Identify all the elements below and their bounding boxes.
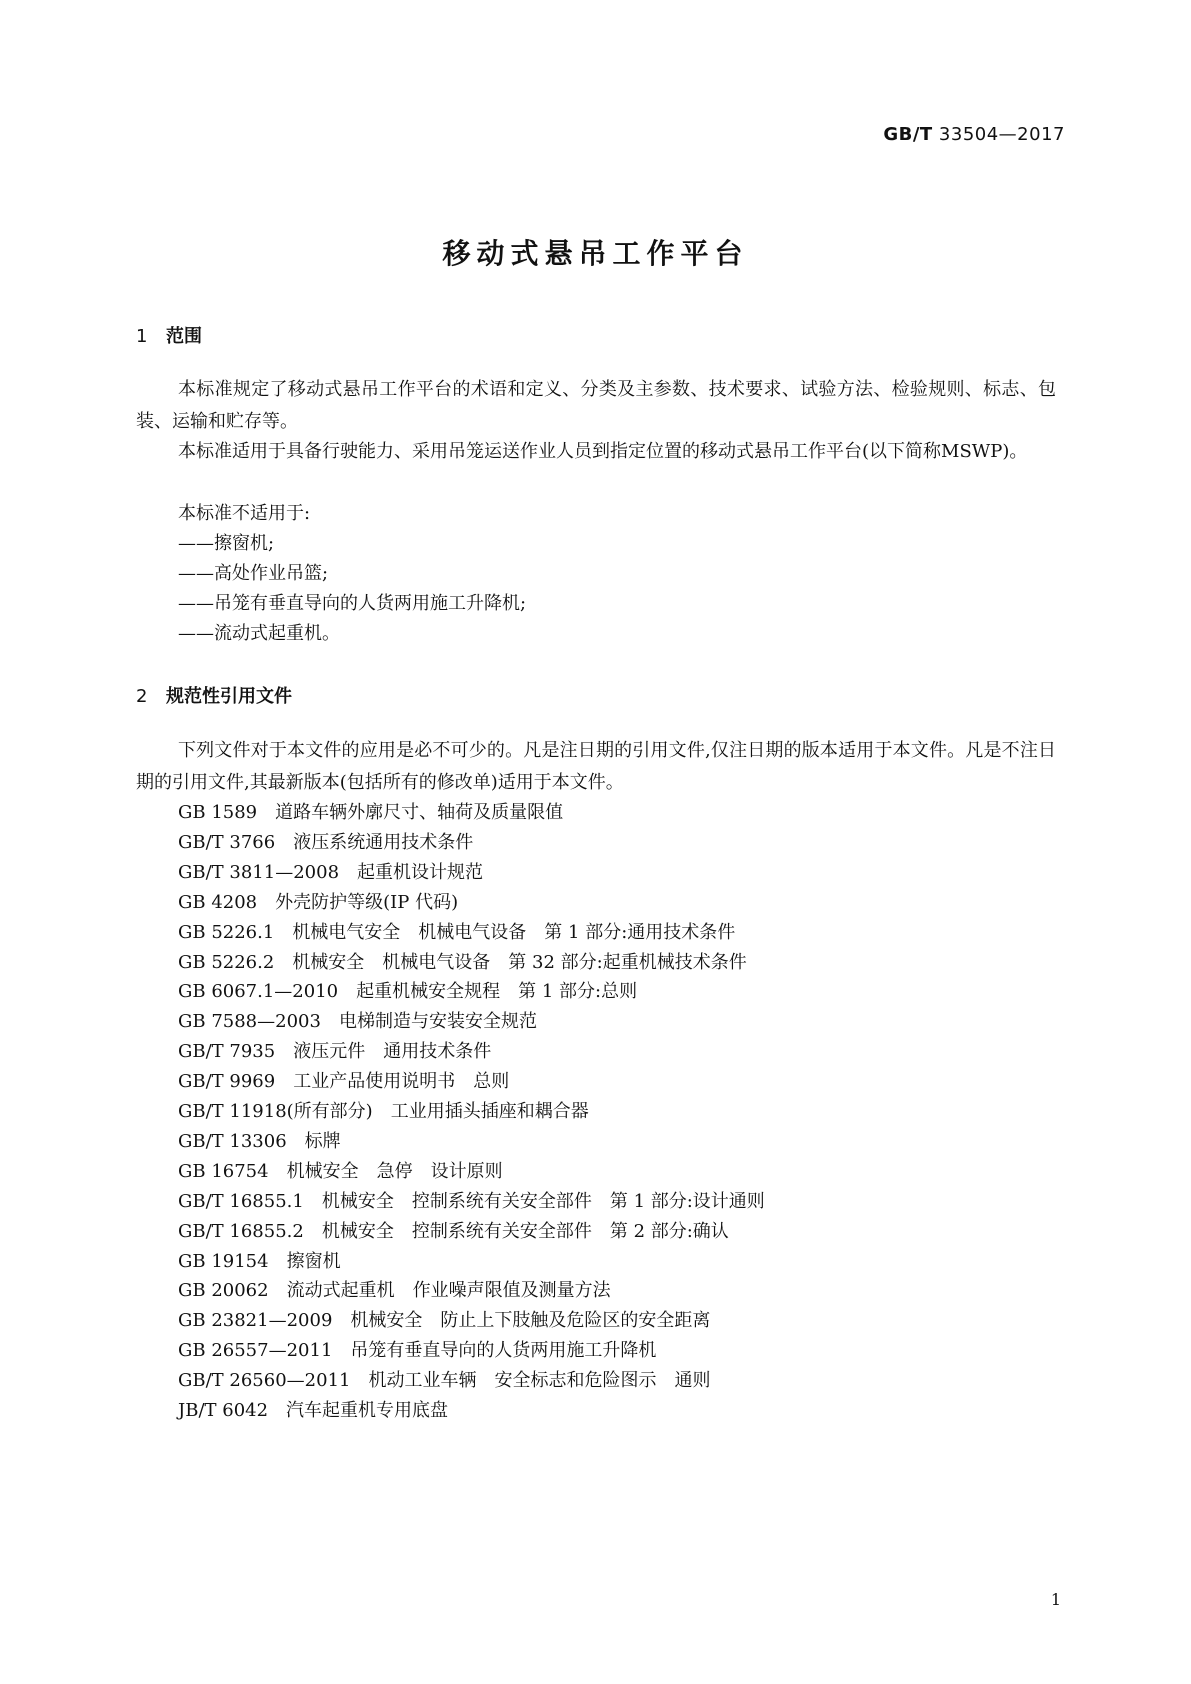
section-2-intro-paragraph: 下列文件对于本文件的应用是必不可少的。凡是注日期的引用文件,仅注日期的版本适用于本文件。凡是不注日期的引用文件,其最新版本(包括所有的修改单)适用于本文件。: [136, 740, 1056, 793]
reference-code: GB 4208: [178, 892, 258, 913]
reference-code: JB/T 6042: [178, 1400, 269, 1421]
document-title: 移动式悬吊工作平台: [442, 237, 749, 270]
reference-item: [178, 1097, 589, 1123]
reference-item: [178, 1276, 611, 1302]
reference-code: GB/T 16855.2: [178, 1221, 304, 1242]
exclusion-item: ——高处作业吊篮;: [178, 563, 329, 584]
reference-title: 汽车起重机专用底盘: [286, 1400, 449, 1421]
reference-code: GB 23821—2009: [178, 1310, 333, 1331]
reference-code: GB/T 16855.1: [178, 1191, 304, 1212]
reference-item: [178, 977, 637, 1003]
page-number: 1: [1050, 1590, 1061, 1609]
section-1-paragraph-applicability: 本标准适用于具备行驶能力、采用吊笼运送作业人员到指定位置的移动式悬吊工作平台(以下简称MSWP)。: [178, 441, 1028, 462]
section-1-paragraph-scope: 本标准规定了移动式悬吊工作平台的术语和定义、分类及主参数、技术要求、试验方法、检验规则、标志、包装、运输和贮存等。: [136, 379, 1056, 432]
reference-item: [178, 1306, 710, 1332]
reference-item: [178, 1366, 710, 1392]
reference-title: 液压系统通用技术条件: [293, 832, 474, 853]
section-1-number: 1: [136, 326, 148, 347]
reference-title: 起重机设计规范: [357, 862, 484, 883]
reference-item: [178, 798, 563, 824]
reference-title: 机动工业车辆 安全标志和危险图示 通则: [368, 1370, 711, 1391]
standard-code-number: 33504—2017: [932, 124, 1065, 145]
reference-item: [178, 1127, 341, 1153]
reference-code: GB 7588—2003: [178, 1011, 321, 1032]
reference-code: GB/T 3766: [178, 832, 276, 853]
reference-title: 机械安全 控制系统有关安全部件 第 2 部分:确认: [321, 1221, 729, 1242]
exclusion-item: ——流动式起重机。: [178, 623, 340, 644]
reference-code: GB 19154: [178, 1251, 269, 1272]
reference-code: GB 5226.1: [178, 922, 275, 943]
reference-code: GB 20062: [178, 1280, 269, 1301]
standard-code: [883, 124, 1065, 145]
reference-title: 起重机械安全规程 第 1 部分:总则: [356, 981, 638, 1002]
reference-title: 标牌: [304, 1131, 341, 1152]
reference-item: [178, 1007, 537, 1033]
reference-title: 机械电气安全 机械电气设备 第 1 部分:通用技术条件: [292, 922, 736, 943]
section-1-heading: [136, 322, 202, 348]
reference-item: [178, 888, 458, 914]
reference-code: GB/T 13306: [178, 1131, 287, 1152]
reference-item: [178, 1217, 729, 1243]
reference-code: GB/T 26560—2011: [178, 1370, 351, 1391]
reference-item: [178, 948, 747, 974]
reference-code: GB 6067.1—2010: [178, 981, 339, 1002]
reference-title: 机械安全 控制系统有关安全部件 第 1 部分:设计通则: [321, 1191, 765, 1212]
standard-code-prefix: GB/T: [883, 124, 933, 145]
reference-item: [178, 1157, 503, 1183]
reference-code: GB 26557—2011: [178, 1340, 333, 1361]
reference-title: 道路车辆外廓尺寸、轴荷及质量限值: [275, 802, 564, 823]
reference-item: [178, 1037, 491, 1063]
section-2-heading: [136, 682, 292, 708]
reference-code: GB 5226.2: [178, 952, 275, 973]
reference-item: [178, 1336, 656, 1362]
section-2-number: 2: [136, 686, 148, 707]
reference-code: GB/T 7935: [178, 1041, 276, 1062]
reference-title: 液压元件 通用技术条件: [293, 1041, 492, 1062]
reference-code: GB/T 11918(所有部分): [178, 1101, 373, 1122]
reference-code: GB 1589: [178, 802, 258, 823]
reference-item: [178, 1067, 509, 1093]
exclusion-item: ——擦窗机;: [178, 533, 275, 554]
reference-code: GB/T 9969: [178, 1071, 276, 1092]
reference-title: 机械安全 机械电气设备 第 32 部分:起重机械技术条件: [292, 952, 747, 973]
reference-item: [178, 1396, 448, 1422]
reference-title: 擦窗机: [286, 1251, 341, 1272]
reference-title: 吊笼有垂直导向的人货两用施工升降机: [350, 1340, 657, 1361]
exclusion-item: ——吊笼有垂直导向的人货两用施工升降机;: [178, 593, 527, 614]
reference-code: GB 16754: [178, 1161, 269, 1182]
reference-title: 流动式起重机 作业噪声限值及测量方法: [286, 1280, 611, 1301]
reference-title: 工业用插头插座和耦合器: [390, 1101, 589, 1122]
reference-item: [178, 828, 473, 854]
reference-title: 机械安全 急停 设计原则: [286, 1161, 503, 1182]
reference-title: 工业产品使用说明书 总则: [293, 1071, 510, 1092]
reference-title: 外壳防护等级(IP 代码): [275, 892, 459, 913]
section-1-paragraph-exclusion-intro: 本标准不适用于:: [178, 503, 311, 524]
reference-item: [178, 918, 735, 944]
reference-title: 机械安全 防止上下肢触及危险区的安全距离: [350, 1310, 711, 1331]
reference-item: [178, 858, 483, 884]
reference-item: [178, 1187, 765, 1213]
reference-item: [178, 1247, 341, 1273]
section-2-title: 规范性引用文件: [166, 686, 292, 707]
reference-code: GB/T 3811—2008: [178, 862, 340, 883]
reference-title: 电梯制造与安装安全规范: [338, 1011, 537, 1032]
section-1-title: 范围: [166, 326, 202, 347]
